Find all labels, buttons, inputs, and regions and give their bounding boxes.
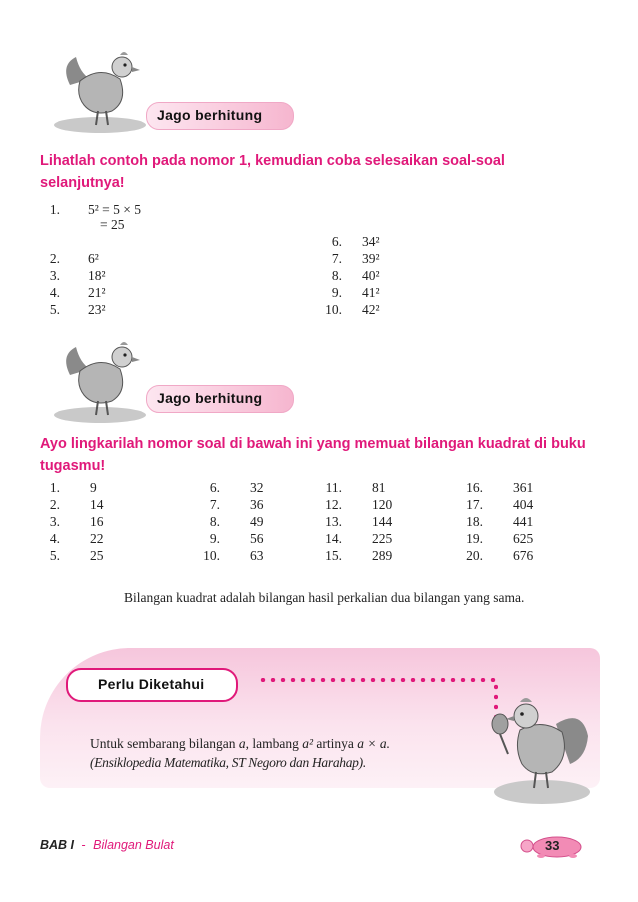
- example-line2: = 25: [100, 217, 125, 232]
- section1-item: [322, 233, 462, 250]
- section2-item: [463, 530, 603, 547]
- item-value: 144: [372, 514, 393, 529]
- perlu-line1-c: artinya: [313, 736, 358, 751]
- item-number: 7.: [209, 497, 220, 512]
- item-value: 34²: [362, 234, 380, 249]
- item-number: 10.: [325, 302, 342, 317]
- section2-item: [200, 530, 340, 547]
- perlu-diketahui-box: [66, 668, 238, 702]
- item-number: 5.: [49, 302, 60, 317]
- section2-item: [200, 479, 340, 496]
- section2-item: [40, 479, 180, 496]
- item-value: 361: [513, 480, 534, 495]
- item-value: 14: [90, 497, 104, 512]
- item-number: 6.: [209, 480, 220, 495]
- definition-note: Bilangan kuadrat adalah bilangan hasil perkalian dua bilangan yang sama.: [124, 590, 525, 605]
- item-number: 6.: [331, 234, 342, 249]
- chapter-title: Bilangan Bulat: [93, 838, 174, 852]
- perlu-diketahui-text: [90, 734, 390, 772]
- section2-item: [463, 479, 603, 496]
- perlu-expression: a × a.: [357, 736, 391, 751]
- item-number: 15.: [325, 548, 342, 563]
- item-value: 56: [250, 531, 264, 546]
- section2-instruction: Ayo lingkarilah nomor soal di bawah ini yang memuat bilangan kuadrat di buku tugasmu!: [40, 436, 586, 474]
- item-number: 18.: [466, 514, 483, 529]
- section1-banner: [146, 102, 294, 130]
- section1-item: [40, 250, 180, 267]
- item-value: 9: [90, 480, 97, 495]
- section2-banner-label: Jago berhitung: [157, 390, 263, 406]
- item-value: 25: [90, 548, 104, 563]
- item-value: 39²: [362, 251, 380, 266]
- item-number: 2.: [49, 251, 60, 266]
- section1-item: [40, 267, 180, 284]
- item-number: 9.: [331, 285, 342, 300]
- item-value: 18²: [88, 268, 106, 283]
- section1-item: [40, 301, 180, 318]
- item-value: 32: [250, 480, 264, 495]
- item-number: 14.: [325, 531, 342, 546]
- item-value: 41²: [362, 285, 380, 300]
- example-number: 1.: [49, 202, 60, 217]
- perlu-diketahui-title: Perlu Diketahui: [98, 676, 205, 692]
- item-number: 16.: [466, 480, 483, 495]
- item-value: 63: [250, 548, 264, 563]
- item-number: 4.: [49, 285, 60, 300]
- rooster-maracas-illustration: [486, 684, 596, 808]
- item-value: 49: [250, 514, 264, 529]
- example-result: [40, 216, 240, 233]
- section2-item: [463, 547, 603, 564]
- section2-item: [200, 513, 340, 530]
- perlu-line2: (Ensiklopedia Matematika, ST Negoro dan Harahap).: [90, 755, 366, 770]
- section1-item: [322, 284, 462, 301]
- section2-item: [463, 496, 603, 513]
- page-number: 33: [545, 838, 560, 853]
- item-value: 404: [513, 497, 534, 512]
- item-value: 289: [372, 548, 393, 563]
- item-value: 120: [372, 497, 393, 512]
- item-value: 225: [372, 531, 393, 546]
- section2-item: [40, 530, 180, 547]
- item-value: 42²: [362, 302, 380, 317]
- section2-item: [40, 513, 180, 530]
- section2-item: [322, 479, 462, 496]
- item-number: 20.: [466, 548, 483, 563]
- item-number: 5.: [49, 548, 60, 563]
- section2-item: [200, 496, 340, 513]
- perlu-square: a²: [302, 736, 314, 751]
- perlu-line1-a: Untuk sembarang bilangan: [90, 736, 239, 751]
- item-number: 7.: [331, 251, 342, 266]
- item-number: 1.: [49, 480, 60, 495]
- section1-item: [322, 250, 462, 267]
- item-value: 81: [372, 480, 386, 495]
- rooster-illustration: [50, 45, 150, 135]
- section2-item: [322, 547, 462, 564]
- item-number: 17.: [466, 497, 483, 512]
- footer-separator: -: [81, 838, 86, 852]
- item-value: 23²: [88, 302, 106, 317]
- item-number: 4.: [49, 531, 60, 546]
- section1-banner-label: Jago berhitung: [157, 107, 263, 123]
- rooster-illustration-2: [50, 335, 150, 425]
- section1-instruction: Lihatlah contoh pada nomor 1, kemudian coba selesaikan soal-soal selanjutnya!: [40, 153, 505, 191]
- section2-item: [322, 496, 462, 513]
- item-number: 11.: [325, 480, 342, 495]
- example-line1: 5² = 5 × 5: [88, 202, 142, 217]
- item-number: 19.: [466, 531, 483, 546]
- section2-item: [322, 513, 462, 530]
- item-number: 13.: [325, 514, 342, 529]
- item-value: 625: [513, 531, 534, 546]
- item-value: 40²: [362, 268, 380, 283]
- perlu-line1-b: , lambang: [245, 736, 303, 751]
- item-value: 36: [250, 497, 264, 512]
- item-number: 12.: [325, 497, 342, 512]
- item-number: 9.: [209, 531, 220, 546]
- item-number: 3.: [49, 268, 60, 283]
- item-value: 441: [513, 514, 534, 529]
- item-number: 10.: [203, 548, 220, 563]
- item-number: 8.: [331, 268, 342, 283]
- section1-item: [322, 267, 462, 284]
- item-value: 21²: [88, 285, 106, 300]
- chapter-label: BAB I: [40, 838, 75, 852]
- item-value: 16: [90, 514, 104, 529]
- section2-item: [40, 496, 180, 513]
- section2-item: [200, 547, 340, 564]
- item-number: 8.: [209, 514, 220, 529]
- section1-item: [322, 301, 462, 318]
- item-number: 2.: [49, 497, 60, 512]
- perlu-var: a: [238, 736, 246, 751]
- section2-banner: [146, 385, 294, 413]
- dotted-line: [258, 678, 498, 682]
- item-number: 3.: [49, 514, 60, 529]
- item-value: 676: [513, 548, 534, 563]
- section2-item: [40, 547, 180, 564]
- footer-chapter: [40, 838, 174, 852]
- section1-item: [40, 284, 180, 301]
- section2-item: [463, 513, 603, 530]
- item-value: 22: [90, 531, 104, 546]
- perlu-line1: [90, 734, 390, 753]
- section2-item: [322, 530, 462, 547]
- item-value: 6²: [88, 251, 99, 266]
